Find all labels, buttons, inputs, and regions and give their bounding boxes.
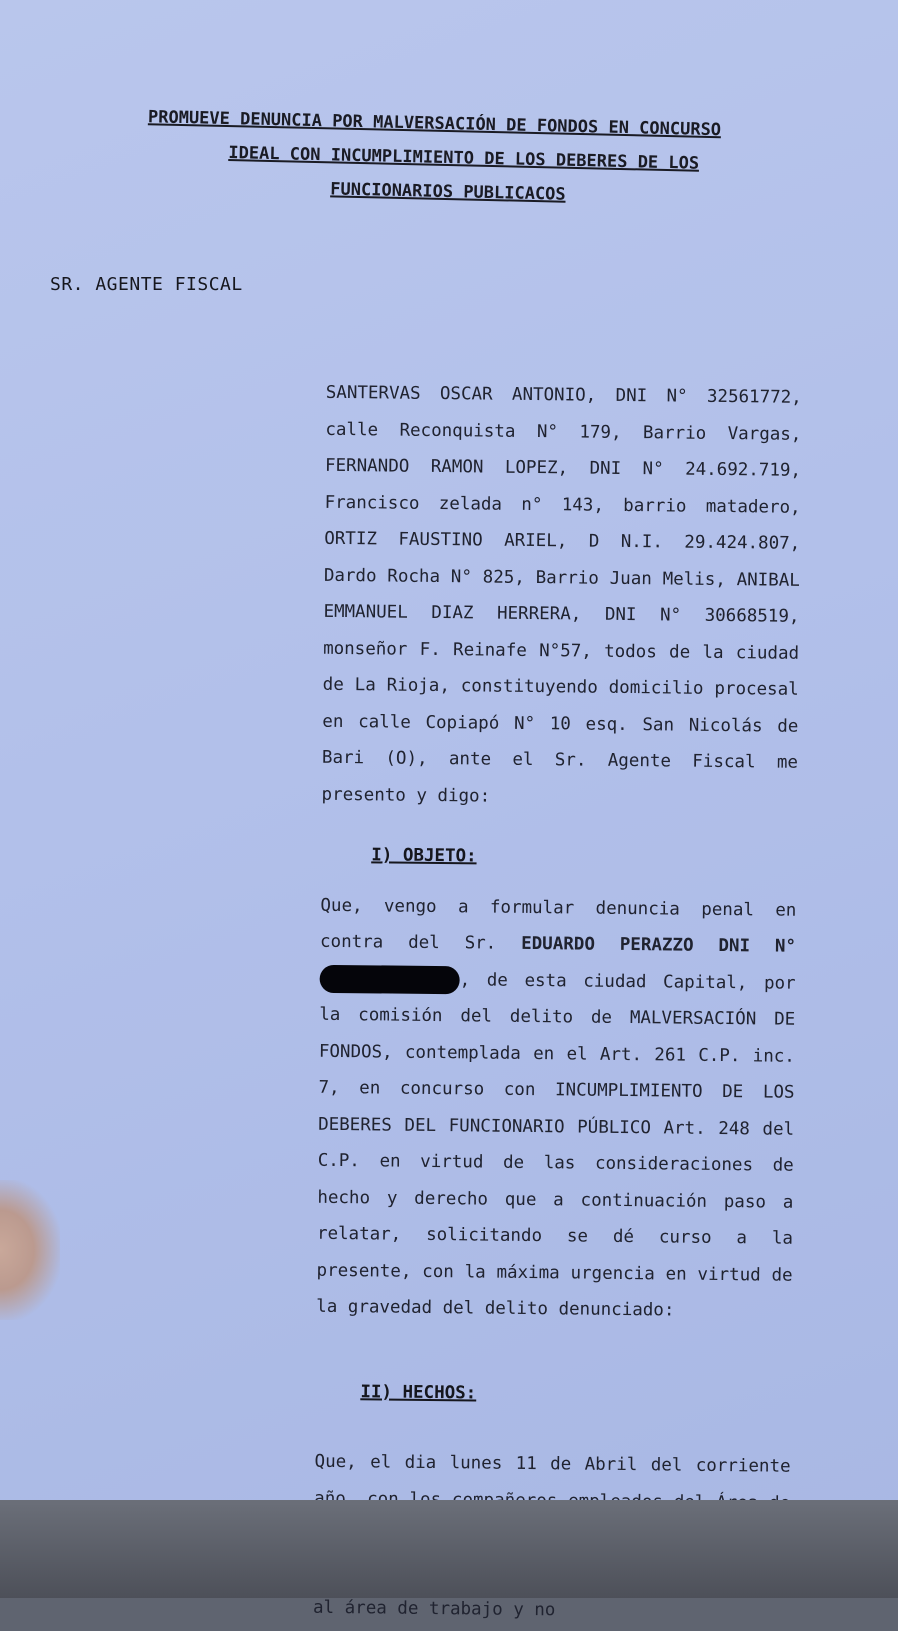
objeto-end: , de esta ciudad Capital, por la comisión del delito de MALVERSACIÓN DE FONDOS, contemplada en el Art. 261 C.P. inc. 7, en concurso con INCUMPLIMIENTO DE LOS DEBERES DEL FUNCIONARIO PÚBLICO Art. 248 del C.P. en virtud de las consideraciones de hecho y derecho que a continuación paso a relatar, solicitando se dé curso a la presente, con la máxima urgencia en virtud de la gravedad del delito denunciado: [316,969,796,1321]
section-heading-objeto [51,834,797,878]
objeto-paragraph [46,884,797,1330]
document-title [48,98,820,217]
accused-name: EDUARDO PERAZZO DNI N° [521,933,797,957]
hechos-paragraph: Que, el dia lunes 11 de Abril del corriente año, con al área de trabajo y no [312,1451,791,1621]
finger-shadow [0,1180,60,1320]
section-heading-hechos [45,1370,791,1414]
addressee: SR. AGENTE FISCAL [50,274,243,295]
title-line-1-text: PROMUEVE DENUNCIA POR MALVERSACIÓN DE FONDOS EN CONCURSO [147,107,722,141]
redaction-mark [320,964,460,993]
background-floor [0,1500,898,1598]
objeto-start: Que, vengo a formular denuncia penal en contra del Sr. [319,895,797,954]
hechos-heading-text: II) HECHOS: [360,1381,477,1403]
title-line-3-text: FUNCIONARIOS PUBLICACOS [330,179,566,205]
title-line-2-text: IDEAL CON INCUMPLIMIENTO DE LOS DEBERES DE LOS [228,143,700,174]
document-body [43,372,802,1631]
objeto-heading-text: I) OBJETO: [371,845,477,867]
intro-paragraph: SANTERVAS OSCAR ANTONIO, DNI N° 32561772, calle Reconquista N° 179, Barrio Vargas, FERNANDO RAMON LOPEZ, DNI N° 24.692.719, Francisco zelada n° 143, barrio matadero, ORTIZ FAUSTINO ARIEL, D N.I. 29.424.807, Dardo Rocha N° 825, Barrio Juan Melis, ANIBAL EMMANUEL DIAZ HERRERA, DNI N° 30668519, monseñor F. Reinafe N°57, todos de la ciudad de La Rioja, constituyendo domicilio procesal en calle Copiapó N° 10 esq. San Nicolás de Bari (O), ante el Sr. Agente Fiscal me presento y digo: [321,382,802,807]
